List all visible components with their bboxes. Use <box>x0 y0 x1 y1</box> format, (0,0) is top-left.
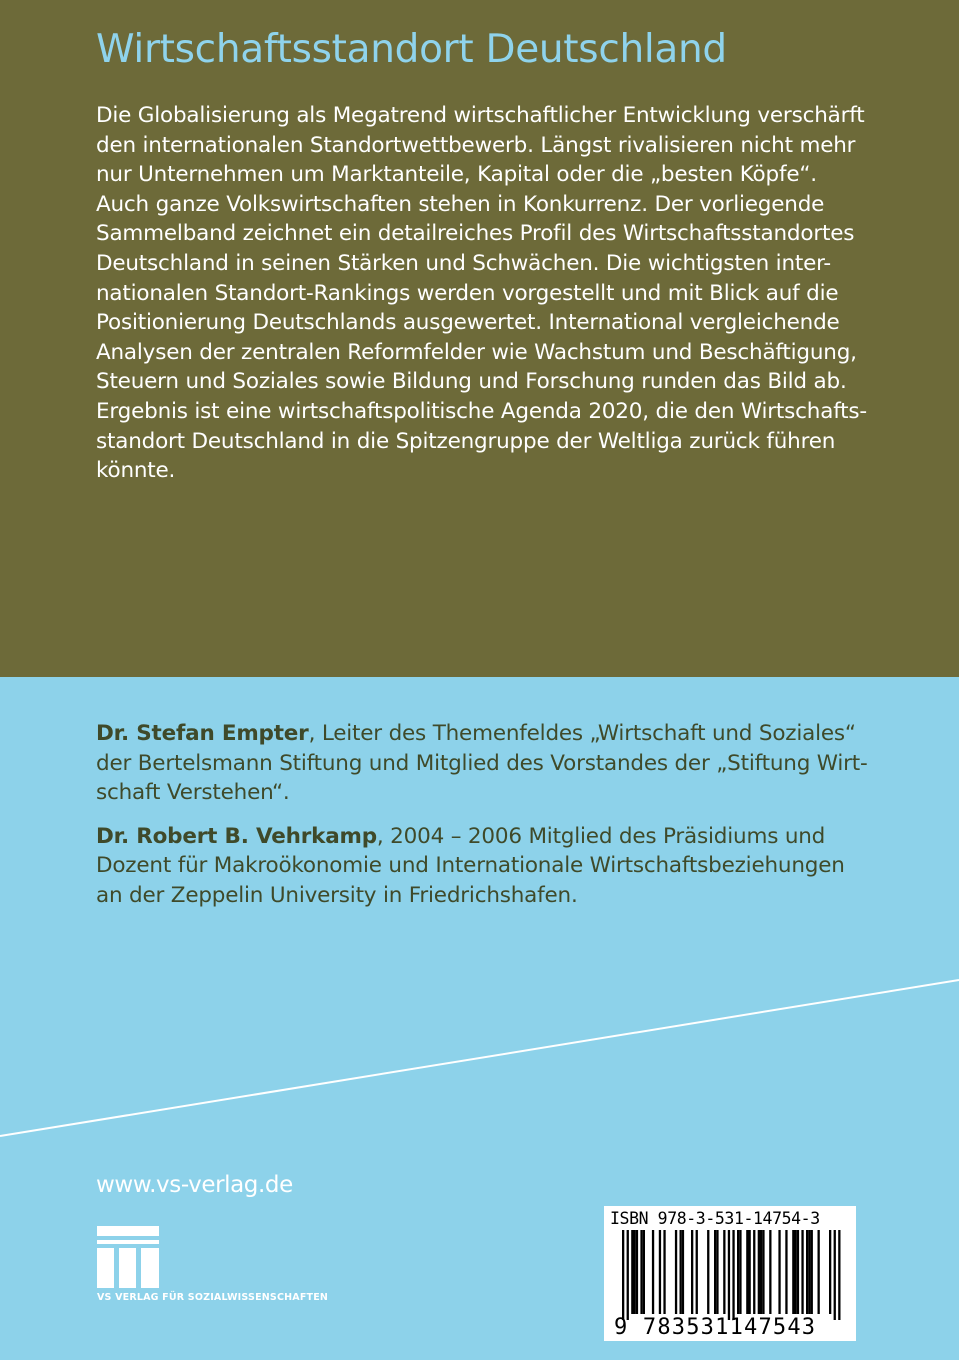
isbn-barcode <box>604 1206 856 1341</box>
blurb-line: Analysen der zentralen Reformfelder wie Wachstum und Beschäftigung, <box>96 339 857 365</box>
author-bio-text: , 2004 – 2006 Mitglied des Präsidiums und <box>376 823 826 849</box>
barcode-bar <box>716 1230 718 1314</box>
barcode-bar <box>622 1230 624 1320</box>
blurb-line: Steuern und Soziales sowie Bildung und Forschung runden das Bild ab. <box>96 369 847 395</box>
author-bio-text: , Leiter des Themenfeldes „Wirtschaft und Soziales“ <box>308 721 856 746</box>
barcode-bar <box>680 1230 682 1314</box>
barcode-bar <box>806 1230 808 1314</box>
author-bio-line <box>96 719 896 749</box>
barcode-bar <box>640 1230 642 1314</box>
barcode-bar <box>696 1230 698 1314</box>
barcode-bar <box>627 1230 629 1320</box>
barcode-bar <box>652 1230 654 1314</box>
author-bio-line: Dozent für Makroökonomie und Internationale Wirtschaftsbeziehungen <box>96 853 845 879</box>
blurb-line: den internationalen Standortwettbewerb. Längst rivalisieren nicht mehr <box>96 132 856 158</box>
barcode-bar <box>737 1230 739 1314</box>
vs-verlag-logo-icon <box>97 1226 159 1288</box>
barcode-bar <box>838 1230 840 1320</box>
blurb-line: Auch ganze Volkswirtschaften stehen in Konkurrenz. Der vorliegende <box>96 191 825 217</box>
barcode-digits <box>614 1316 816 1340</box>
barcode-bar <box>792 1230 794 1314</box>
blurb-text <box>96 101 896 486</box>
barcode-bar <box>811 1230 813 1314</box>
barcode-bar <box>643 1230 645 1314</box>
barcode-bar <box>691 1230 693 1314</box>
barcode-bar <box>769 1230 771 1314</box>
barcode-bar <box>749 1230 751 1314</box>
barcode-bar <box>758 1230 760 1314</box>
barcode-bar <box>739 1230 741 1314</box>
blurb-line: nur Unternehmen um Marktanteile, Kapital oder die „besten Köpfe“. <box>96 162 817 188</box>
barcode-bar <box>675 1230 677 1314</box>
author-bio-line: der Bertelsmann Stiftung und Mitglied des Vorstandes der „Stiftung Wirt- <box>96 750 868 776</box>
barcode-bar <box>636 1230 638 1314</box>
barcode-bar <box>808 1230 810 1314</box>
barcode-bar <box>762 1230 764 1314</box>
barcode-digits-right: 147543 <box>729 1315 817 1340</box>
blurb-line: standort Deutschland in die Spitzengruppe der Weltliga zurück führen <box>96 428 836 454</box>
publisher-website-link[interactable]: www.vs-verlag.de <box>96 1172 293 1198</box>
barcode-bar <box>634 1230 636 1314</box>
author-bio-line: an der Zeppelin University in Friedrichshafen. <box>96 882 578 908</box>
barcode-digit-lead: 9 <box>614 1315 629 1340</box>
barcode-bar <box>795 1230 797 1314</box>
blurb-line: Ergebnis ist eine wirtschaftspolitische Agenda 2020, die den Wirtschafts- <box>96 398 867 424</box>
author-bios <box>96 719 896 911</box>
barcode-bar <box>732 1230 734 1320</box>
barcode-bar <box>801 1230 803 1314</box>
blurb-line: Deutschland in seinen Stärken und Schwächen. Die wichtigsten inter- <box>96 250 831 276</box>
barcode-bar <box>746 1230 748 1314</box>
publisher-name: VS VERLAG FÜR SOZIALWISSENSCHAFTEN <box>97 1292 329 1303</box>
blurb-line: Die Globalisierung als Megatrend wirtschaftlicher Entwicklung verschärft <box>96 103 865 128</box>
barcode-bar <box>829 1230 831 1314</box>
blurb-line: könnte. <box>96 458 176 484</box>
barcode-bar <box>682 1230 684 1314</box>
isbn-label: ISBN 978-3-531-14754-3 <box>610 1209 820 1228</box>
author-bio-line: schaft Verstehen“. <box>96 780 290 806</box>
barcode-bar <box>728 1230 730 1320</box>
barcode-bar <box>797 1230 799 1314</box>
blurb-line: nationalen Standort-Rankings werden vorgestellt und mit Blick auf die <box>96 280 839 306</box>
barcode-digits-left: 783531 <box>642 1315 730 1340</box>
barcode-bar <box>631 1230 633 1314</box>
author-bio-line <box>96 822 896 852</box>
barcode-bar <box>834 1230 836 1320</box>
author-name: Dr. Stefan Empter <box>96 721 309 746</box>
barcode-bar <box>663 1230 665 1314</box>
barcode-bar <box>659 1230 661 1314</box>
barcode-bar <box>760 1230 762 1314</box>
barcode-bar <box>753 1230 755 1314</box>
barcode-bar <box>785 1230 787 1314</box>
barcode-bar <box>714 1230 716 1314</box>
barcode-bar <box>778 1230 780 1314</box>
book-title: Wirtschaftsstandort Deutschland <box>96 27 727 72</box>
barcode-bars <box>604 1230 856 1320</box>
author-name: Dr. Robert B. Vehrkamp <box>96 823 377 849</box>
barcode-bar <box>723 1230 725 1314</box>
barcode-bar <box>818 1230 820 1314</box>
barcode-bar <box>707 1230 709 1314</box>
blurb-line: Sammelband zeichnet ein detailreiches Profil des Wirtschaftsstandortes <box>96 221 855 247</box>
blurb-line: Positionierung Deutschlands ausgewertet. International vergleichende <box>96 310 840 336</box>
